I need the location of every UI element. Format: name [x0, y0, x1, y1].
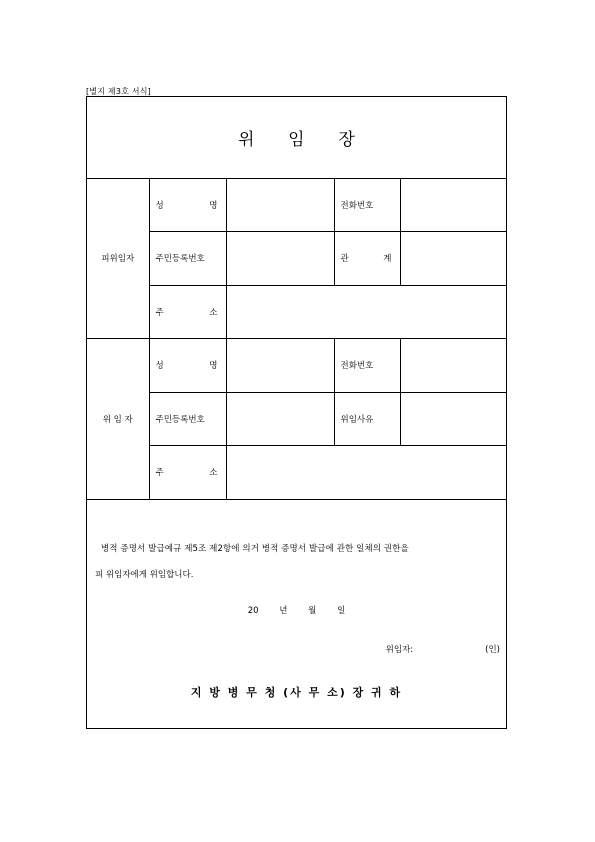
- delegator-reason-label: 위임사유: [334, 392, 400, 446]
- delegator-row-address: [87, 446, 506, 500]
- delegator-sign-label: 위임자:: [385, 645, 414, 655]
- date-line: 20 년 월 일: [247, 606, 346, 616]
- signature-line: [386, 643, 500, 655]
- delegate-address-field[interactable]: [226, 285, 506, 339]
- label-part: 주: [155, 307, 164, 318]
- title-box: [87, 97, 506, 179]
- delegate-phone-label: 전화번호: [334, 178, 400, 232]
- delegate-row-address: [87, 285, 506, 339]
- delegator-address-field[interactable]: [226, 446, 506, 500]
- delegator-rrn-label: 주민등록번호: [149, 392, 226, 446]
- delegate-rrn-label: 주민등록번호: [149, 232, 226, 286]
- label-part: 성: [155, 200, 164, 211]
- label-part: 소: [209, 468, 218, 479]
- label-part: 계: [383, 254, 392, 265]
- label-part: 명: [209, 200, 218, 211]
- delegate-rrn-field[interactable]: [226, 232, 334, 286]
- seal-mark: (인): [485, 645, 500, 655]
- delegator-section-label: 위 임 자: [87, 339, 149, 500]
- delegate-name-field[interactable]: [226, 178, 334, 232]
- label-part: 명: [209, 361, 218, 372]
- label-part: 관: [340, 254, 349, 265]
- delegator-name-field[interactable]: [226, 339, 334, 393]
- delegate-name-label: [149, 178, 226, 232]
- form-title: 위 임 장: [237, 130, 356, 150]
- delegate-address-label: [149, 285, 226, 339]
- delegator-name-label: [149, 339, 226, 393]
- delegator-address-label: [149, 446, 226, 500]
- form-number: [별지 제3호 서식]: [86, 87, 151, 96]
- delegator-phone-label: 전화번호: [334, 339, 400, 393]
- delegate-row-name: [87, 178, 506, 232]
- delegate-relation-field[interactable]: [400, 232, 506, 286]
- delegator-phone-field[interactable]: [400, 339, 506, 393]
- delegator-reason-field[interactable]: [400, 392, 506, 446]
- label-part: 성: [155, 361, 164, 372]
- delegator-row-rrn: [87, 392, 506, 446]
- delegator-row-name: [87, 339, 506, 393]
- statement-line-1: 병적 증명서 발급예규 제5조 제2항에 의거 병적 증명서 발급에 관한 일체의 권한을: [101, 544, 409, 554]
- label-part: 주: [155, 468, 164, 479]
- delegate-row-rrn: [87, 232, 506, 286]
- label-part: 소: [209, 307, 218, 318]
- info-table: [87, 178, 506, 500]
- addressee: 지 방 병 무 청 (사 무 소) 장 귀 하: [190, 686, 403, 699]
- delegate-section-label: 피위임자: [87, 178, 149, 339]
- delegate-relation-label: [334, 232, 400, 286]
- delegator-rrn-field[interactable]: [226, 392, 334, 446]
- delegate-phone-field[interactable]: [400, 178, 506, 232]
- statement-line-2: 피 위임자에게 위임합니다.: [95, 570, 194, 580]
- delegation-form: [86, 96, 507, 729]
